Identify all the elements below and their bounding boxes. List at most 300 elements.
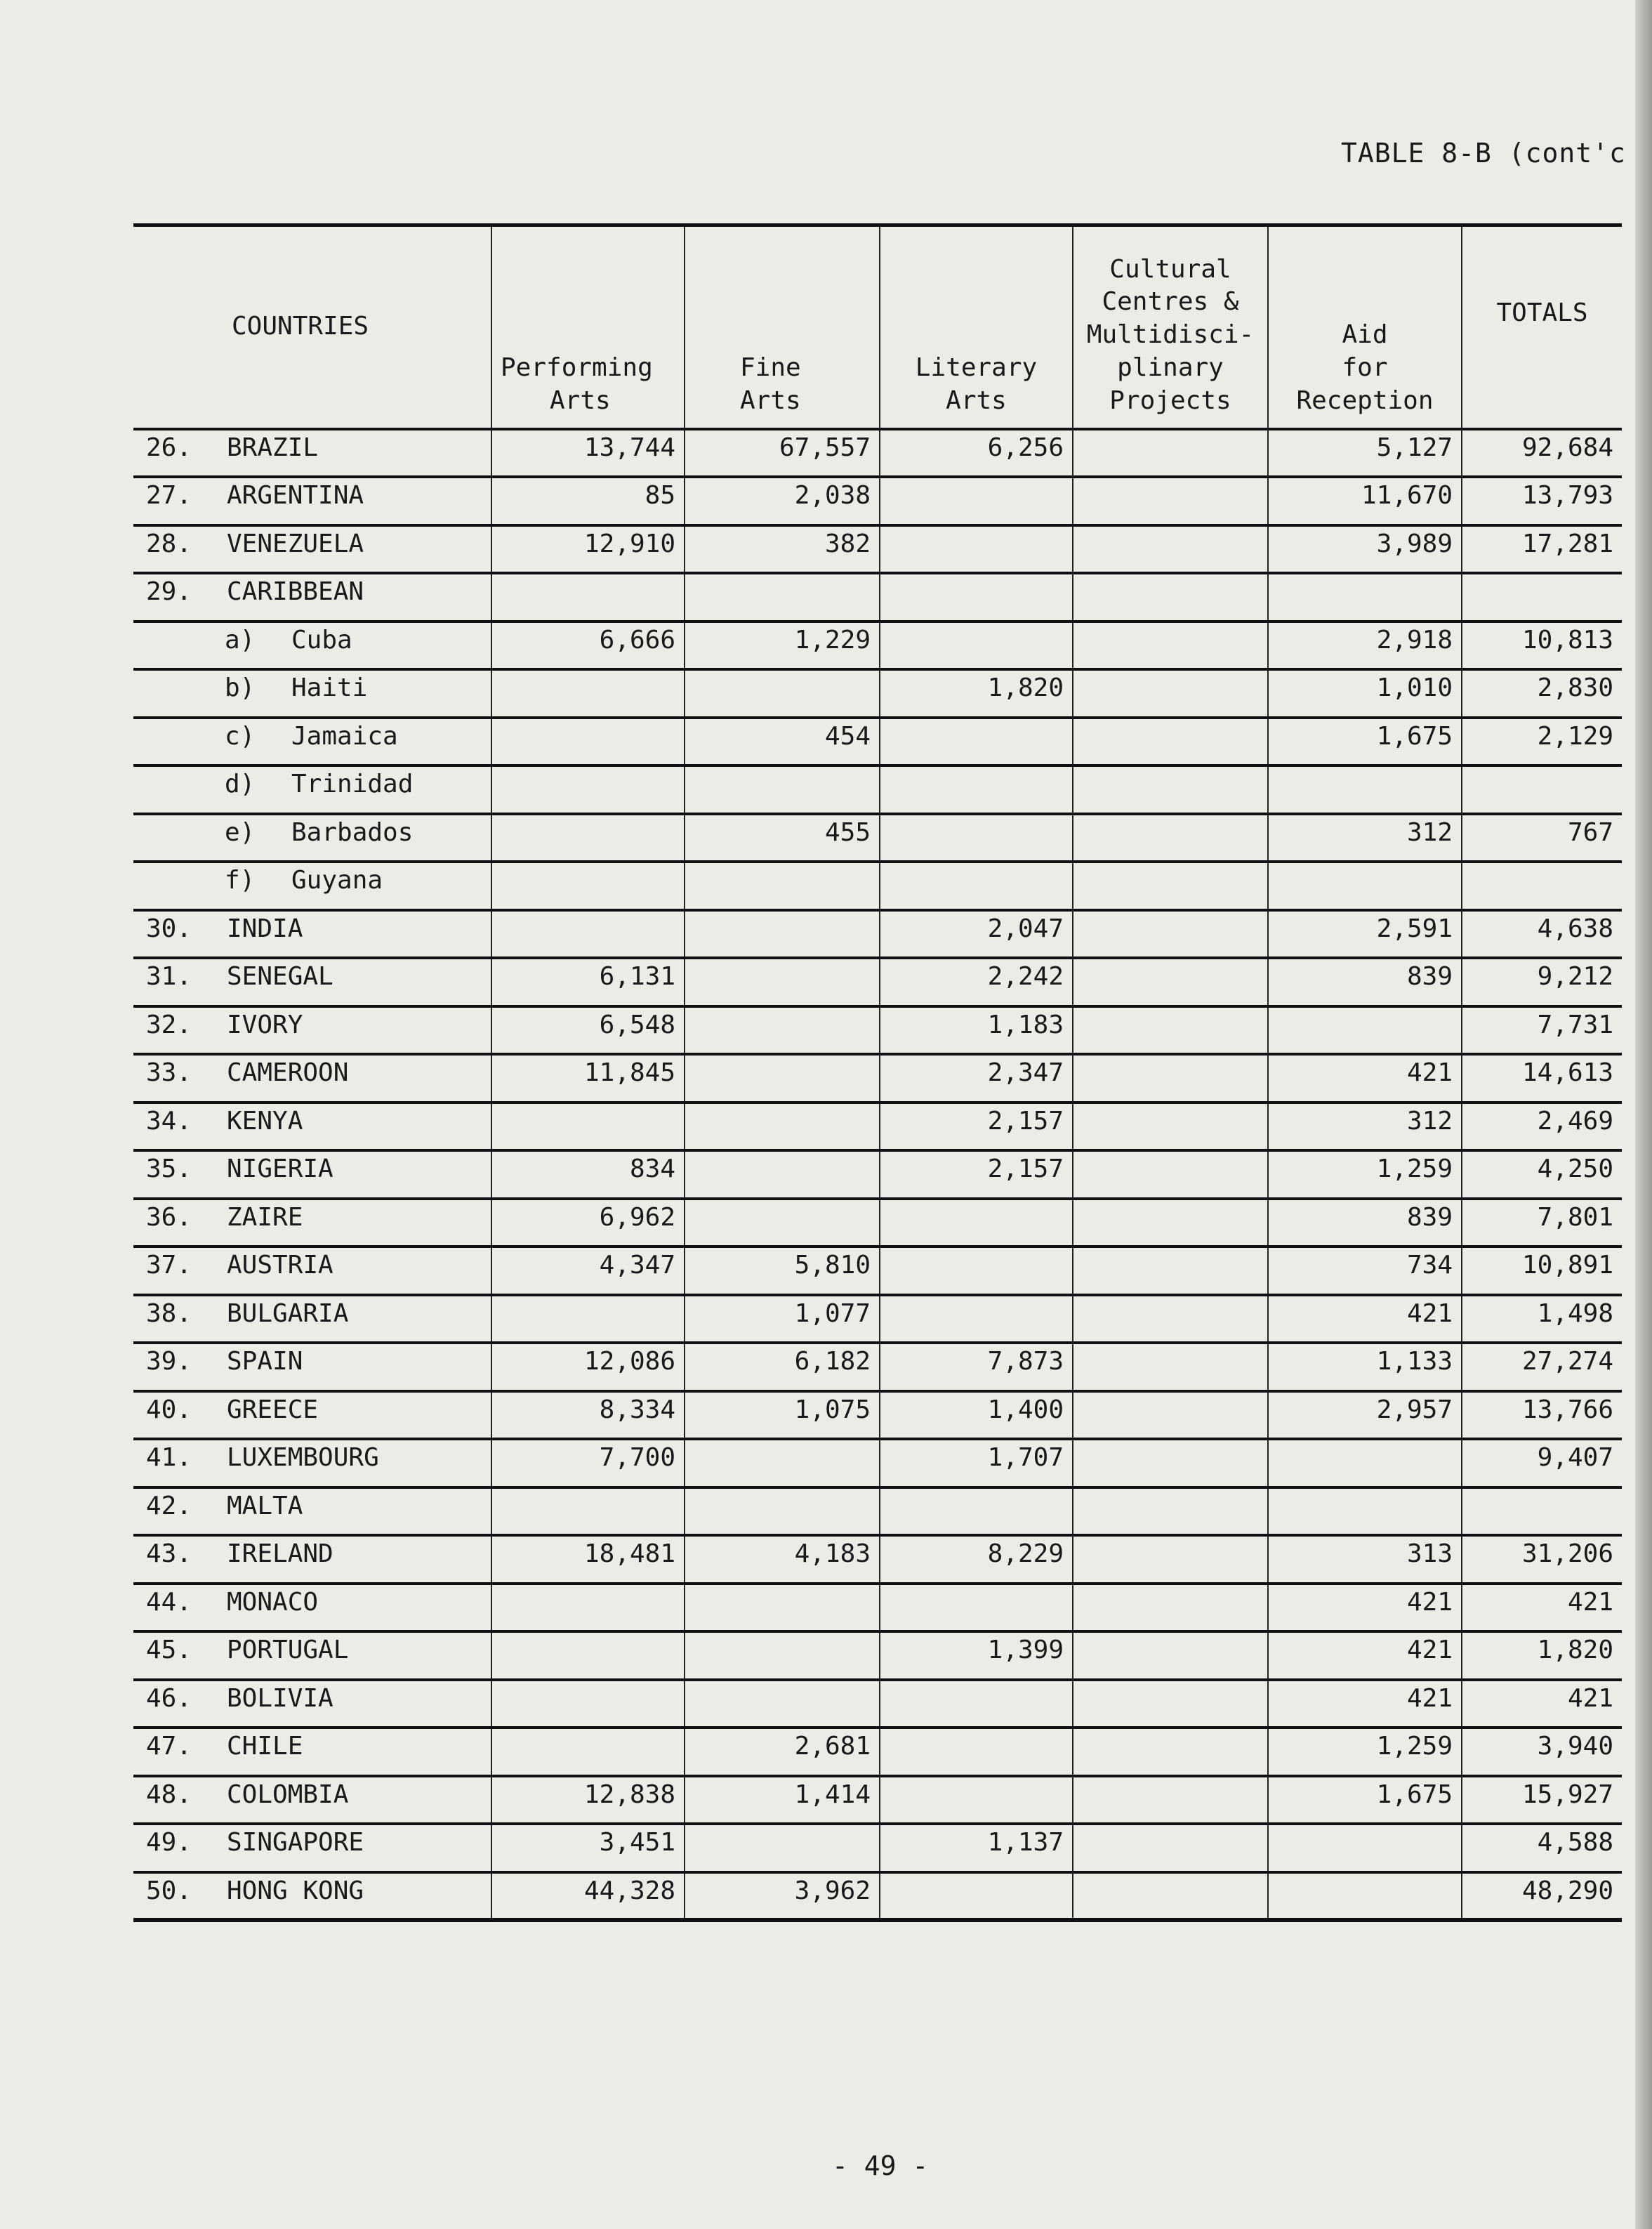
table-row (133, 718, 1622, 766)
country-cell (133, 1199, 491, 1247)
table-row (133, 1343, 1622, 1391)
country-name: BOLIVIA (227, 1683, 333, 1713)
performing-arts-cell: 12,086 (491, 1343, 685, 1391)
aid-for-reception-cell: 1,259 (1268, 1150, 1462, 1199)
country-cell (133, 1487, 491, 1536)
literary-arts-cell (880, 814, 1073, 862)
performing-arts-cell (491, 1487, 685, 1536)
performing-arts-cell: 12,910 (491, 525, 685, 574)
header-line: for (1342, 353, 1388, 382)
country-name: SPAIN (227, 1347, 303, 1376)
aid-for-reception-cell (1268, 1439, 1462, 1487)
country-name: HONG KONG (227, 1876, 364, 1905)
totals-cell: 17,281 (1462, 525, 1622, 574)
totals-cell (1462, 1487, 1622, 1536)
country-cell (133, 1103, 491, 1151)
totals-cell: 2,129 (1462, 718, 1622, 766)
aid-for-reception-cell (1268, 1824, 1462, 1872)
table-row (133, 429, 1622, 478)
row-number: 42. (146, 1491, 192, 1520)
country-cell (133, 1247, 491, 1295)
country-cell (133, 669, 491, 718)
totals-cell: 4,250 (1462, 1150, 1622, 1199)
literary-arts-cell: 1,707 (880, 1439, 1073, 1487)
country-name: ARGENTINA (227, 481, 364, 510)
fine-arts-cell: 1,229 (685, 622, 880, 670)
country-name: Trinidad (291, 770, 414, 798)
fine-arts-cell: 454 (685, 718, 880, 766)
fine-arts-cell (685, 1439, 880, 1487)
fine-arts-cell (685, 573, 880, 622)
performing-arts-cell (491, 1103, 685, 1151)
literary-arts-cell: 1,399 (880, 1631, 1073, 1680)
table-row (133, 1487, 1622, 1536)
cultural-centres-cell (1073, 1728, 1268, 1776)
table-header-row (133, 225, 1622, 429)
performing-arts-cell: 6,131 (491, 958, 685, 1006)
header-totals: TOTALS (1462, 225, 1622, 429)
table-row (133, 1824, 1622, 1872)
cultural-centres-cell (1073, 814, 1268, 862)
table-row (133, 1776, 1622, 1824)
cultural-centres-cell (1073, 862, 1268, 910)
row-number: 45. (146, 1636, 192, 1664)
totals-cell: 9,407 (1462, 1439, 1622, 1487)
table-row (133, 814, 1622, 862)
cultural-centres-cell (1073, 1343, 1268, 1391)
header-line: Projects (1109, 386, 1231, 415)
fine-arts-cell: 5,810 (685, 1247, 880, 1295)
table-row (133, 1631, 1622, 1680)
row-number: 38. (146, 1298, 192, 1328)
country-name: INDIA (227, 914, 303, 943)
fine-arts-cell: 1,414 (685, 1776, 880, 1824)
literary-arts-cell: 8,229 (880, 1535, 1073, 1584)
literary-arts-cell (880, 862, 1073, 910)
table-row (133, 1535, 1622, 1584)
literary-arts-cell (880, 1680, 1073, 1728)
totals-cell: 4,588 (1462, 1824, 1622, 1872)
aid-for-reception-cell: 421 (1268, 1295, 1462, 1343)
fine-arts-cell (685, 1680, 880, 1728)
country-cell (133, 910, 491, 959)
country-cell (133, 573, 491, 622)
row-number: 31. (146, 962, 192, 991)
fine-arts-cell: 67,557 (685, 429, 880, 478)
fine-arts-cell: 455 (685, 814, 880, 862)
country-name: COLOMBIA (227, 1780, 349, 1809)
fine-arts-cell: 382 (685, 525, 880, 574)
country-cell (133, 1006, 491, 1055)
country-name: Cuba (291, 625, 352, 655)
cultural-centres-cell (1073, 1295, 1268, 1343)
literary-arts-cell (880, 1872, 1073, 1921)
fine-arts-cell: 6,182 (685, 1343, 880, 1391)
country-name: CAMEROON (227, 1058, 349, 1087)
row-number: e) (225, 817, 256, 847)
country-cell (133, 1054, 491, 1103)
table-row (133, 862, 1622, 910)
performing-arts-cell: 13,744 (491, 429, 685, 478)
cultural-centres-cell (1073, 1680, 1268, 1728)
literary-arts-cell (880, 1584, 1073, 1632)
table-row (133, 1872, 1622, 1921)
table-row (133, 1295, 1622, 1343)
aid-for-reception-cell: 421 (1268, 1631, 1462, 1680)
table-row (133, 1439, 1622, 1487)
literary-arts-cell (880, 622, 1073, 670)
aid-for-reception-cell: 312 (1268, 814, 1462, 862)
totals-cell: 15,927 (1462, 1776, 1622, 1824)
country-cell (133, 1680, 491, 1728)
performing-arts-cell: 3,451 (491, 1824, 685, 1872)
row-number: 33. (146, 1058, 192, 1087)
header-line: Literary (915, 353, 1038, 382)
fine-arts-cell: 1,075 (685, 1391, 880, 1440)
literary-arts-cell: 1,183 (880, 1006, 1073, 1055)
cultural-centres-cell (1073, 1824, 1268, 1872)
totals-cell: 92,684 (1462, 429, 1622, 478)
aid-for-reception-cell: 421 (1268, 1680, 1462, 1728)
header-line: Performing (501, 353, 653, 382)
totals-cell: 2,469 (1462, 1103, 1622, 1151)
row-number: 30. (146, 914, 192, 943)
cultural-centres-cell (1073, 718, 1268, 766)
performing-arts-cell (491, 718, 685, 766)
aid-for-reception-cell: 421 (1268, 1584, 1462, 1632)
header-line: Centres & (1102, 287, 1239, 317)
cultural-centres-cell (1073, 622, 1268, 670)
country-cell (133, 1391, 491, 1440)
page-edge-shadow (1635, 0, 1652, 2229)
country-cell (133, 958, 491, 1006)
table-row (133, 622, 1622, 670)
totals-cell (1462, 765, 1622, 814)
aid-for-reception-cell (1268, 1006, 1462, 1055)
row-number: f) (225, 866, 256, 895)
country-name: NIGERIA (227, 1155, 333, 1183)
performing-arts-cell: 4,347 (491, 1247, 685, 1295)
table-row (133, 1199, 1622, 1247)
literary-arts-cell: 1,820 (880, 669, 1073, 718)
cultural-centres-cell (1073, 1631, 1268, 1680)
country-name: Jamaica (291, 721, 398, 751)
table-row (133, 1391, 1622, 1440)
performing-arts-cell: 8,334 (491, 1391, 685, 1440)
country-cell (133, 862, 491, 910)
page-number: - 49 - (832, 2150, 929, 2181)
country-name: CARIBBEAN (227, 577, 364, 606)
header-line: Reception (1296, 386, 1434, 415)
header-countries: COUNTRIES (232, 312, 369, 341)
table-row (133, 1728, 1622, 1776)
aid-for-reception-cell: 5,127 (1268, 429, 1462, 478)
totals-cell: 7,731 (1462, 1006, 1622, 1055)
cultural-centres-cell (1073, 1487, 1268, 1536)
table-row (133, 1247, 1622, 1295)
literary-arts-cell (880, 525, 1073, 574)
row-number: 50. (146, 1876, 192, 1905)
header-line: Arts (550, 386, 611, 415)
fine-arts-cell (685, 669, 880, 718)
table-row (133, 669, 1622, 718)
performing-arts-cell: 11,845 (491, 1054, 685, 1103)
totals-cell: 10,813 (1462, 622, 1622, 670)
totals-cell: 10,891 (1462, 1247, 1622, 1295)
cultural-centres-cell (1073, 1872, 1268, 1921)
performing-arts-cell (491, 573, 685, 622)
aid-for-reception-cell (1268, 1872, 1462, 1921)
row-number: 37. (146, 1251, 192, 1280)
cultural-centres-cell (1073, 429, 1268, 478)
country-cell (133, 814, 491, 862)
cultural-centres-cell (1073, 1199, 1268, 1247)
country-name: IVORY (227, 1010, 303, 1039)
country-cell (133, 622, 491, 670)
row-number: 47. (146, 1732, 192, 1761)
fine-arts-cell (685, 1006, 880, 1055)
totals-cell: 3,940 (1462, 1728, 1622, 1776)
country-name: MALTA (227, 1491, 303, 1520)
fine-arts-cell (685, 765, 880, 814)
aid-for-reception-cell: 1,675 (1268, 1776, 1462, 1824)
country-name: GREECE (227, 1395, 319, 1424)
table-row (133, 1680, 1622, 1728)
totals-cell: 4,638 (1462, 910, 1622, 959)
totals-cell: 1,498 (1462, 1295, 1622, 1343)
cultural-centres-cell (1073, 958, 1268, 1006)
header-literary-arts (880, 225, 1073, 429)
row-number: 27. (146, 481, 192, 510)
fine-arts-cell: 2,681 (685, 1728, 880, 1776)
country-name: Haiti (291, 673, 368, 702)
aid-for-reception-cell: 1,675 (1268, 718, 1462, 766)
performing-arts-cell (491, 669, 685, 718)
table-row (133, 573, 1622, 622)
literary-arts-cell: 2,347 (880, 1054, 1073, 1103)
country-cell (133, 1631, 491, 1680)
table-row (133, 910, 1622, 959)
performing-arts-cell (491, 765, 685, 814)
row-number: 29. (146, 577, 192, 606)
table-body (133, 429, 1622, 1921)
performing-arts-cell: 6,548 (491, 1006, 685, 1055)
country-cell (133, 1872, 491, 1921)
totals-cell: 27,274 (1462, 1343, 1622, 1391)
row-number: 32. (146, 1010, 192, 1039)
cultural-centres-cell (1073, 1150, 1268, 1199)
cultural-centres-cell (1073, 765, 1268, 814)
row-number: 41. (146, 1443, 192, 1472)
totals-cell: 13,766 (1462, 1391, 1622, 1440)
aid-for-reception-cell (1268, 765, 1462, 814)
country-name: CHILE (227, 1732, 303, 1761)
totals-cell: 31,206 (1462, 1535, 1622, 1584)
literary-arts-cell: 6,256 (880, 429, 1073, 478)
fine-arts-cell: 4,183 (685, 1535, 880, 1584)
cultural-centres-cell (1073, 910, 1268, 959)
country-cell (133, 1584, 491, 1632)
country-name: MONACO (227, 1587, 319, 1617)
country-cell (133, 429, 491, 478)
cultural-centres-cell (1073, 1439, 1268, 1487)
performing-arts-cell: 6,666 (491, 622, 685, 670)
row-number: 46. (146, 1683, 192, 1713)
totals-cell: 1,820 (1462, 1631, 1622, 1680)
aid-for-reception-cell: 839 (1268, 1199, 1462, 1247)
literary-arts-cell (880, 573, 1073, 622)
fine-arts-cell (685, 1103, 880, 1151)
fine-arts-cell (685, 1150, 880, 1199)
aid-for-reception-cell: 421 (1268, 1054, 1462, 1103)
row-number: 43. (146, 1539, 192, 1568)
literary-arts-cell (880, 1776, 1073, 1824)
row-number: 48. (146, 1780, 192, 1809)
cultural-centres-cell (1073, 1247, 1268, 1295)
literary-arts-cell: 2,157 (880, 1150, 1073, 1199)
country-name: KENYA (227, 1106, 303, 1136)
totals-cell (1462, 862, 1622, 910)
header-line: Arts (946, 386, 1007, 415)
fine-arts-cell: 2,038 (685, 477, 880, 525)
performing-arts-cell (491, 862, 685, 910)
header-line: Fine (740, 353, 801, 382)
row-number: 44. (146, 1587, 192, 1617)
country-name: Barbados (291, 817, 414, 847)
fine-arts-cell (685, 958, 880, 1006)
performing-arts-cell (491, 1295, 685, 1343)
aid-for-reception-cell: 312 (1268, 1103, 1462, 1151)
aid-for-reception-cell (1268, 862, 1462, 910)
literary-arts-cell: 2,047 (880, 910, 1073, 959)
literary-arts-cell: 7,873 (880, 1343, 1073, 1391)
table-row (133, 765, 1622, 814)
literary-arts-cell: 2,157 (880, 1103, 1073, 1151)
cultural-centres-cell (1073, 1584, 1268, 1632)
row-number: 26. (146, 433, 192, 462)
aid-for-reception-cell: 2,918 (1268, 622, 1462, 670)
aid-for-reception-cell: 11,670 (1268, 477, 1462, 525)
header-line: plinary (1117, 353, 1224, 382)
cultural-centres-cell (1073, 1103, 1268, 1151)
cultural-centres-cell (1073, 669, 1268, 718)
fine-arts-cell (685, 910, 880, 959)
totals-cell: 767 (1462, 814, 1622, 862)
country-cell (133, 1535, 491, 1584)
performing-arts-cell: 18,481 (491, 1535, 685, 1584)
country-cell (133, 1343, 491, 1391)
row-number: d) (225, 770, 256, 798)
aid-for-reception-cell: 2,591 (1268, 910, 1462, 959)
totals-cell: 13,793 (1462, 477, 1622, 525)
aid-for-reception-cell: 734 (1268, 1247, 1462, 1295)
aid-for-reception-cell: 1,010 (1268, 669, 1462, 718)
row-number: 34. (146, 1106, 192, 1136)
totals-cell: 7,801 (1462, 1199, 1622, 1247)
header-line: Multidisci- (1086, 320, 1255, 350)
totals-cell (1462, 573, 1622, 622)
performing-arts-cell (491, 1728, 685, 1776)
country-cell (133, 1824, 491, 1872)
literary-arts-cell (880, 765, 1073, 814)
country-name: SENEGAL (227, 962, 333, 991)
cultural-centres-cell (1073, 477, 1268, 525)
cultural-centres-cell (1073, 1006, 1268, 1055)
country-name: Guyana (291, 866, 383, 895)
row-number: 35. (146, 1155, 192, 1183)
literary-arts-cell (880, 1247, 1073, 1295)
country-cell (133, 765, 491, 814)
fine-arts-cell: 3,962 (685, 1872, 880, 1921)
row-number: b) (225, 673, 256, 702)
totals-cell: 48,290 (1462, 1872, 1622, 1921)
totals-cell: 9,212 (1462, 958, 1622, 1006)
fine-arts-cell (685, 1631, 880, 1680)
header-cultural-centres (1073, 225, 1268, 429)
totals-cell: 14,613 (1462, 1054, 1622, 1103)
performing-arts-cell (491, 1584, 685, 1632)
header-performing-arts (491, 225, 685, 429)
fine-arts-cell (685, 1054, 880, 1103)
performing-arts-cell (491, 814, 685, 862)
literary-arts-cell: 1,400 (880, 1391, 1073, 1440)
literary-arts-cell (880, 1728, 1073, 1776)
country-name: BRAZIL (227, 433, 319, 462)
literary-arts-cell (880, 1487, 1073, 1536)
cultural-centres-cell (1073, 573, 1268, 622)
aid-for-reception-cell: 839 (1268, 958, 1462, 1006)
table-row (133, 1006, 1622, 1055)
table-row (133, 477, 1622, 525)
fine-arts-cell (685, 1824, 880, 1872)
performing-arts-cell: 7,700 (491, 1439, 685, 1487)
table-row (133, 1150, 1622, 1199)
country-name: VENEZUELA (227, 529, 364, 558)
totals-cell: 2,830 (1462, 669, 1622, 718)
performing-arts-cell (491, 910, 685, 959)
row-number: 36. (146, 1202, 192, 1232)
aid-for-reception-cell: 3,989 (1268, 525, 1462, 574)
literary-arts-cell (880, 477, 1073, 525)
country-cell (133, 1728, 491, 1776)
country-name: LUXEMBOURG (227, 1443, 379, 1472)
table-row (133, 525, 1622, 574)
country-name: SINGAPORE (227, 1828, 364, 1857)
performing-arts-cell: 12,838 (491, 1776, 685, 1824)
country-name: ZAIRE (227, 1202, 303, 1232)
totals-cell: 421 (1462, 1680, 1622, 1728)
country-cell (133, 718, 491, 766)
country-name: IRELAND (227, 1539, 333, 1568)
header-line: Arts (740, 386, 801, 415)
header-line: Aid (1342, 320, 1388, 350)
country-cell (133, 525, 491, 574)
row-number: 49. (146, 1828, 192, 1857)
country-name: AUSTRIA (227, 1251, 333, 1280)
row-number: c) (225, 721, 256, 751)
cultural-centres-cell (1073, 1391, 1268, 1440)
aid-for-reception-cell (1268, 1487, 1462, 1536)
totals-cell: 421 (1462, 1584, 1622, 1632)
table-row (133, 1584, 1622, 1632)
literary-arts-cell (880, 718, 1073, 766)
performing-arts-cell: 44,328 (491, 1872, 685, 1921)
literary-arts-cell (880, 1199, 1073, 1247)
funding-table (133, 223, 1622, 1922)
performing-arts-cell: 834 (491, 1150, 685, 1199)
aid-for-reception-cell: 2,957 (1268, 1391, 1462, 1440)
header-aid-for-reception (1268, 225, 1462, 429)
